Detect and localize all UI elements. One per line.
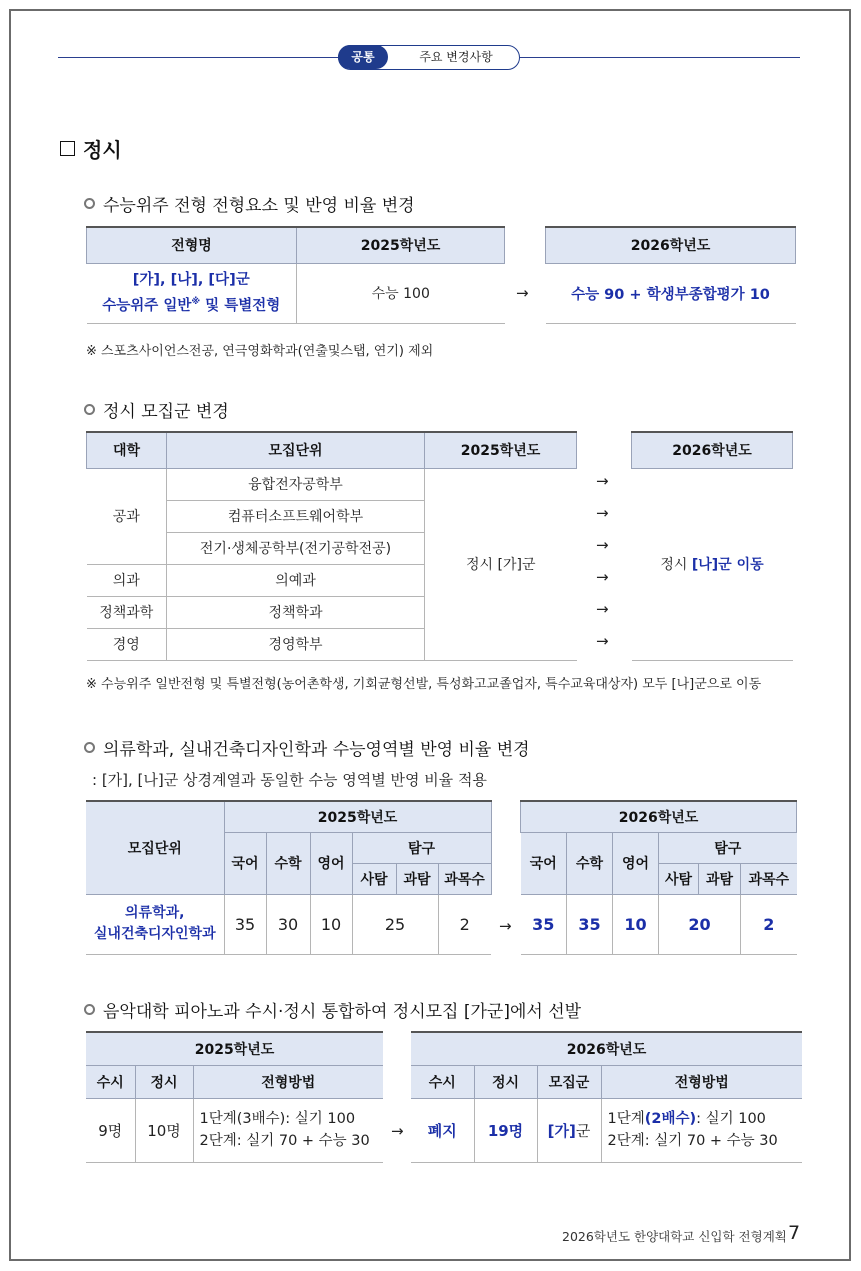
s4-2025-method: 1단계(3배수): 실기 100 2단계: 실기 70 + 수능 30 xyxy=(193,1098,383,1162)
s3-col-inq: 탐구 xyxy=(352,832,491,863)
s1-col-name: 전형명 xyxy=(87,227,297,263)
s4-col-group: 모집군 xyxy=(537,1065,601,1098)
circle-bullet-icon xyxy=(84,742,95,753)
s3-arrow: → xyxy=(499,917,512,935)
header-tag: 공통 xyxy=(338,45,388,69)
s2-col-univ: 대학 xyxy=(87,432,167,468)
s3-2025-eng: 10 xyxy=(310,894,352,954)
s3-col-math: 수학 xyxy=(266,832,310,894)
s2-univ-cell: 공과 xyxy=(87,468,167,564)
header-pill xyxy=(338,45,520,70)
s2-arrow: → xyxy=(596,632,609,650)
s3-col-math: 수학 xyxy=(567,832,613,894)
s2-arrow: → xyxy=(596,504,609,522)
s2-arrow: → xyxy=(596,472,609,490)
header-title: 주요 변경사항 xyxy=(419,50,493,64)
s4-heading: 음악대학 피아노과 수시·정시 통합하여 정시모집 [가군]에서 선발 xyxy=(84,997,581,1022)
s2-unit-cell: 경영학부 xyxy=(167,628,425,660)
s3-2026-kor: 35 xyxy=(521,894,567,954)
s2-unit-cell: 전기·생체공학부(전기공학전공) xyxy=(167,532,425,564)
s1-arrow: → xyxy=(516,284,529,302)
s2-arrow: → xyxy=(596,568,609,586)
s3-col-2025: 2025학년도 xyxy=(224,801,491,832)
s3-col-inq: 탐구 xyxy=(659,832,797,863)
page-number: 7 xyxy=(788,1222,801,1244)
s3-2025-kor: 35 xyxy=(224,894,266,954)
s4-col-jeongsi: 정시 xyxy=(474,1065,537,1098)
s3-2026-cnt: 2 xyxy=(741,894,797,954)
s4-col-method: 전형방법 xyxy=(193,1065,383,1098)
s2-col-unit: 모집단위 xyxy=(167,432,425,468)
s4-2025-susi: 9명 xyxy=(86,1098,135,1162)
circle-bullet-icon xyxy=(84,404,95,415)
s2-2026-value: 정시 [나]군 이동 xyxy=(632,468,793,660)
s3-col-kor: 국어 xyxy=(224,832,266,894)
s4-table-2025 xyxy=(86,1031,383,1163)
s4-col-2026: 2026학년도 xyxy=(411,1032,802,1065)
s3-2025-math: 30 xyxy=(266,894,310,954)
s1-table-2025 xyxy=(86,226,505,324)
s2-unit-cell: 융합전자공학부 xyxy=(167,468,425,500)
s3-2026-eng: 10 xyxy=(613,894,659,954)
s3-2025-inq: 25 xyxy=(352,894,438,954)
s1-2026-value: 수능 90 + 학생부종합평가 10 xyxy=(546,263,796,323)
s3-col-kor: 국어 xyxy=(521,832,567,894)
s3-col-soc: 사탐 xyxy=(352,863,396,894)
s1-heading: 수능위주 전형 전형요소 및 반영 비율 변경 xyxy=(84,191,415,216)
circle-bullet-icon xyxy=(84,198,95,209)
s2-col-2026: 2026학년도 xyxy=(632,432,793,468)
s2-unit-cell: 정책학과 xyxy=(167,596,425,628)
s3-heading: 의류학과, 실내건축디자인학과 수능영역별 반영 비율 변경 xyxy=(84,735,530,760)
s3-unit-cell: 의류학과, 실내건축디자인학과 xyxy=(86,894,224,954)
s1-note: ※ 스포츠사이언스전공, 연극영화학과(연출및스탭, 연기) 제외 xyxy=(86,344,434,359)
s4-col-jeongsi: 정시 xyxy=(135,1065,193,1098)
s2-table-2025 xyxy=(86,431,577,661)
s3-table-2025 xyxy=(86,800,492,955)
s3-table-2026 xyxy=(520,800,797,955)
s3-2026-inq: 20 xyxy=(659,894,741,954)
s3-col-unit: 모집단위 xyxy=(86,801,224,894)
s2-unit-cell: 컴퓨터소프트웨어학부 xyxy=(167,500,425,532)
s3-col-2026: 2026학년도 xyxy=(521,801,797,832)
s3-col-sci: 과탐 xyxy=(699,863,741,894)
s4-2026-group: [가]군 xyxy=(537,1098,601,1162)
s2-col-2025: 2025학년도 xyxy=(425,432,577,468)
s4-col-2025: 2025학년도 xyxy=(86,1032,383,1065)
s3-col-sci: 과탐 xyxy=(396,863,438,894)
s4-col-susi: 수시 xyxy=(86,1065,135,1098)
s4-2025-jeongsi: 10명 xyxy=(135,1098,193,1162)
s3-subtitle: : [가], [나]군 상경계열과 동일한 수능 영역별 반영 비율 적용 xyxy=(92,771,487,789)
s3-col-cnt: 과목수 xyxy=(438,863,491,894)
checkbox-square-icon xyxy=(60,141,75,156)
s1-col-2025: 2025학년도 xyxy=(297,227,505,263)
s2-univ-cell: 경영 xyxy=(87,628,167,660)
s4-2026-jeongsi: 19명 xyxy=(474,1098,537,1162)
s2-univ-cell: 의과 xyxy=(87,564,167,596)
s3-col-cnt: 과목수 xyxy=(741,863,797,894)
s2-unit-cell: 의예과 xyxy=(167,564,425,596)
footer-text: 2026학년도 한양대학교 신입학 전형계획 xyxy=(562,1229,787,1244)
s2-univ-cell: 정책과학 xyxy=(87,596,167,628)
section-title: 정시 xyxy=(60,134,122,163)
s4-arrow: → xyxy=(391,1122,404,1140)
s2-2025-value: 정시 [가]군 xyxy=(425,468,577,660)
s1-col-2026: 2026학년도 xyxy=(546,227,796,263)
s1-table-2026 xyxy=(545,226,796,324)
s4-2026-method: 1단계(2배수): 실기 100 2단계: 실기 70 + 수능 30 xyxy=(601,1098,802,1162)
s4-col-susi: 수시 xyxy=(411,1065,474,1098)
s3-2026-math: 35 xyxy=(567,894,613,954)
s2-heading: 정시 모집군 변경 xyxy=(84,397,229,422)
s3-col-soc: 사탐 xyxy=(659,863,699,894)
s2-arrow: → xyxy=(596,600,609,618)
circle-bullet-icon xyxy=(84,1004,95,1015)
s1-name-cell: [가], [나], [다]군 수능위주 일반※ 및 특별전형 xyxy=(87,263,297,323)
s2-table-2026 xyxy=(631,431,793,661)
s3-col-eng: 영어 xyxy=(613,832,659,894)
s3-col-eng: 영어 xyxy=(310,832,352,894)
s3-2025-cnt: 2 xyxy=(438,894,491,954)
s2-note: ※ 수능위주 일반전형 및 특별전형(농어촌학생, 기회균형선발, 특성화고교졸업자, 특수교육대상자) 모두 [나]군으로 이동 xyxy=(86,677,762,692)
s2-arrow: → xyxy=(596,536,609,554)
s1-2025-value: 수능 100 xyxy=(297,263,505,323)
s4-2026-susi: 폐지 xyxy=(411,1098,474,1162)
s4-col-method: 전형방법 xyxy=(601,1065,802,1098)
s4-table-2026 xyxy=(411,1031,802,1163)
